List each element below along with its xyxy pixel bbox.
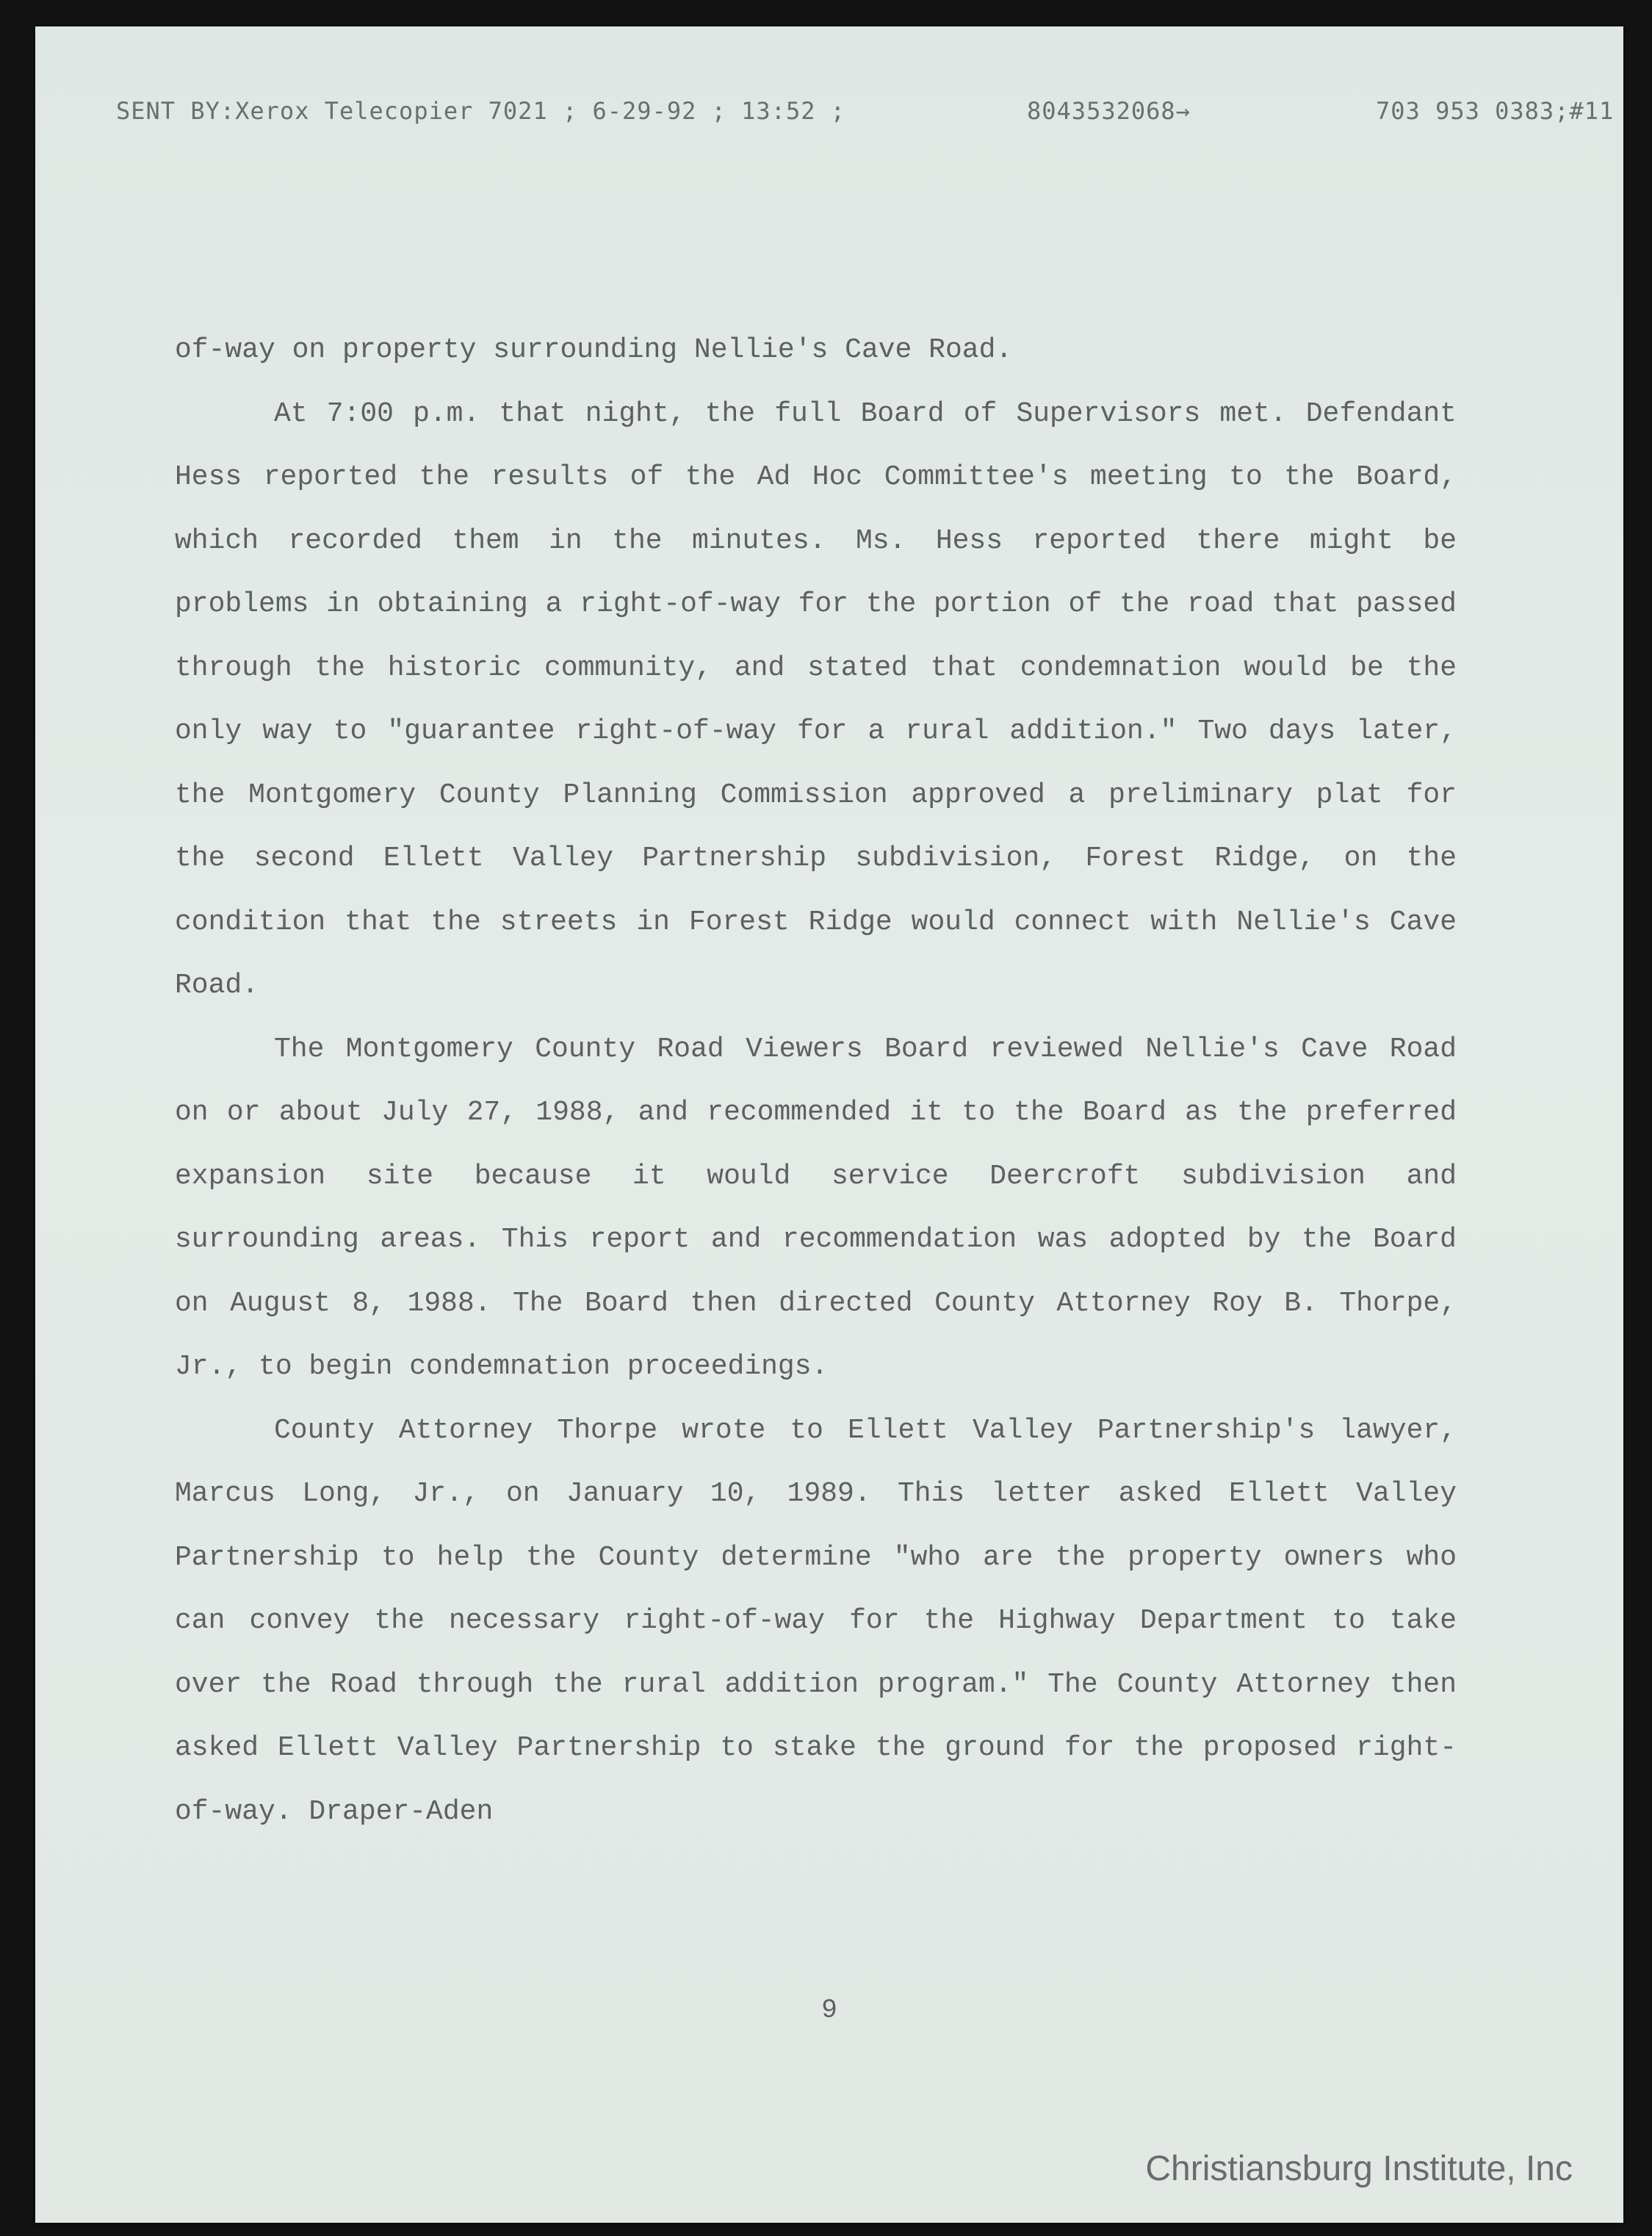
paragraph-county-attorney: County Attorney Thorpe wrote to Ellett Valley Partnership's lawyer, Marcus Long, Jr., on January 10, 1989. This letter asked Ellett Valley Partnership to help the County determine "who are the property owners who can convey the necessary right-of-way for the Highway Department to take over the Road through the rural addition program." The County Attorney then asked Ellett Valley Partnership to stake the ground for the proposed right-of-way. Draper-Aden — [175, 1414, 1457, 1828]
paragraph-continuation: of-way on property surrounding Nellie's Cave Road. — [175, 334, 1013, 366]
fax-sender-line: SENT BY:Xerox Telecopier 7021 ; 6-29-92 ; 13:52 ; — [116, 97, 846, 125]
paragraph-road-viewers: The Montgomery County Road Viewers Board reviewed Nellie's Cave Road on or about July 27, 1988, and recommended it to the Board as the preferred expansion site because it would service Deercroft subdivision and surrounding areas. This report and recommendation was adopted by the Board on August 8, 1988. The Board then directed County Attorney Roy B. Thorpe, Jr., to begin condemnation proceedings. — [175, 1033, 1457, 1382]
page-number: 9 — [821, 1995, 837, 2025]
fax-to-number-page: 703 953 0383;#11 — [1376, 97, 1615, 125]
paragraph-board-meeting: At 7:00 p.m. that night, the full Board of Supervisors met. Defendant Hess reported the results of the Ad Hoc Committee's meeting to the Board, which recorded them in the minutes. Ms. Hess reported there might be problems in obtaining a right-of-way for the portion of the road that passed through the historic community, and stated that condemnation would be the only way to "guarantee right-of-way for a rural addition." Two days later, the Montgomery County Planning Commission approved a preliminary plat for the second Ellett Valley Partnership subdivision, Forest Ridge, on the condition that the streets in Forest Ridge would connect with Nellie's Cave Road. — [175, 397, 1457, 1001]
document-page — [35, 26, 1623, 2223]
fax-from-number: 8043532068→ — [1027, 97, 1191, 125]
watermark: Christiansburg Institute, Inc — [1145, 2149, 1573, 2188]
fax-transmission-header — [116, 97, 1615, 141]
body-text — [175, 319, 1457, 1844]
